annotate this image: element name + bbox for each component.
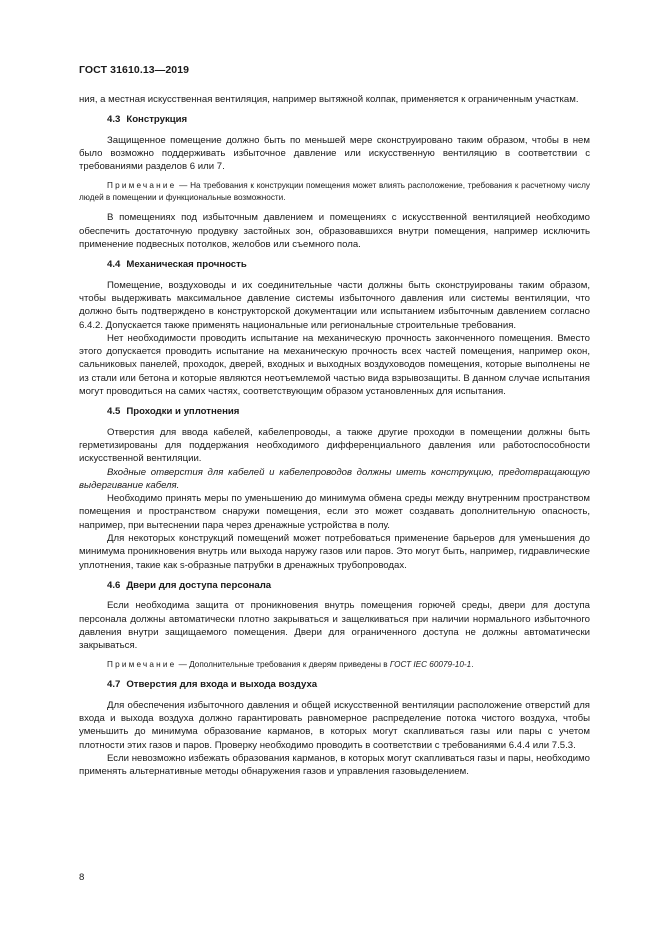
paragraph: Отверстия для ввода кабелей, кабелепроводы, а также другие проходки в помещении должны быть герметизированы для поддержания необходимого дифференциального давления или работоспособности искусственной вентиляции. [79,426,590,465]
section-number: 4.4 [107,259,121,271]
document-page [79,0,590,935]
note-text: — На требования к конструкции помещения может влиять расположение, требования к расчетному числу людей в помещении и функциональные возможности. [79,181,590,203]
paragraph: Если необходима защита от проникновения внутрь помещения горючей среды, двери для доступа персонала должны автоматически плотно закрываться и защелкиваться при наличии нормального избыточного давления внутри защищаемого помещения. Двери для ограниченного доступа не должны автоматически закрываться. [79,600,590,652]
page-content [79,93,590,778]
paragraph: В помещениях под избыточным давлением и помещениях с искусственной вентиляцией необходимо обеспечить достаточную продувку застойных зон, образовавшихся внутри помещения, например исключить применение подвесных потолков, желобов или съемного пола. [79,212,590,251]
note [79,659,590,671]
note-text: — Дополнительные требования к дверям приведены в [176,660,390,670]
note-reference: ГОСТ IEC 60079-10-1 [389,660,472,670]
section-number: 4.5 [107,406,121,418]
section-4-4-heading [79,258,590,271]
standard-header: ГОСТ 31610.13—2019 [79,64,190,76]
italic-paragraph: Входные отверстия для кабелей и кабелепроводов должны иметь конструкцию, предотвращающую выдергивание кабеля. [79,466,590,491]
section-4-6-heading [79,579,590,592]
paragraph: Если невозможно избежать образования карманов, в которых могут скапливаться газы и пары, необходимо применять альтернативные методы обнаружения газов и управления газовыделением. [79,752,590,778]
section-title: Конструкция [126,114,188,126]
section-number: 4.7 [107,679,121,691]
section-4-5-heading [79,405,590,418]
page-number: 8 [79,872,85,883]
section-number: 4.3 [107,114,121,126]
section-4-7-heading [79,678,590,691]
paragraph: Для обеспечения избыточного давления и общей искусственной вентиляции расположение отверстий для входа и выхода воздуха должно гарантировать равномерное распределение потока чистого воздуха, чтобы уменьшить до минимума образование карманов, в которых могут скапливаться газы или пары с учетом плотности этих газов и паров. Проверку необходимо проводить в соответствии с требованиями 6.4.4 или 7.5.3. [79,699,590,751]
note-label: Примечание [107,660,177,670]
paragraph: Необходимо принять меры по уменьшению до минимума обмена среды между внутренним пространством помещения и пространством снаружи помещения, если это может создавать дополнительную опасность, например, при вытеснении пара через дренажные устройства в полу. [79,493,590,531]
section-title: Отверстия для входа и выхода воздуха [126,679,318,691]
note [79,180,590,204]
note-end: . [471,660,474,670]
paragraph: Нет необходимости проводить испытание на механическую прочность законченного помещения. Вместо этого допускается проводить испытание на механическую прочность всех частей помещения, например окон, сальниковых панелей, проходок, дверей, входных и выходных воздуховодов помещения, которые выполнены не из стали или бетона и которые являются неотъемлемой частью вида взрывозащиты. В данном случае испытания могут проводиться на самих частях, соответствующим образом установленных для испытания. [79,332,590,398]
paragraph: Защищенное помещение должно быть по меньшей мере сконструировано таким образом, чтобы в нем было возможно поддерживать избыточное давление или искусственную вентиляцию в соответствии с требованиями разделов 6 или 7. [79,134,590,173]
note-label: Примечание [107,181,177,191]
intro-paragraph: ния, а местная искусственная вентиляция, например вытяжной колпак, применяется к ограниченным участкам. [79,94,579,105]
section-title: Двери для доступа персонала [126,579,272,591]
paragraph: Для некоторых конструкций помещений может потребоваться применение барьеров для уменьшения до минимума проникновения внутрь или выхода наружу газов или паров. Это могут быть, например, гидравлические уплотнения, такие как s-образные патрубки в дренажных трубопроводах. [79,533,590,571]
section-title: Механическая прочность [126,259,247,271]
paragraph: Помещение, воздуховоды и их соединительные части должны быть сконструированы таким образом, чтобы выдерживать максимальное давление системы избыточного давления или системы вентиляции, что должно быть подтверждено в конструкторской документации или испытанием избыточным давлением согласно 6.4.2. Допускается также применять национальные или региональные строительные требования. [79,279,590,331]
section-4-3-heading [79,113,590,126]
section-title: Проходки и уплотнения [126,406,240,418]
section-number: 4.6 [107,579,121,591]
